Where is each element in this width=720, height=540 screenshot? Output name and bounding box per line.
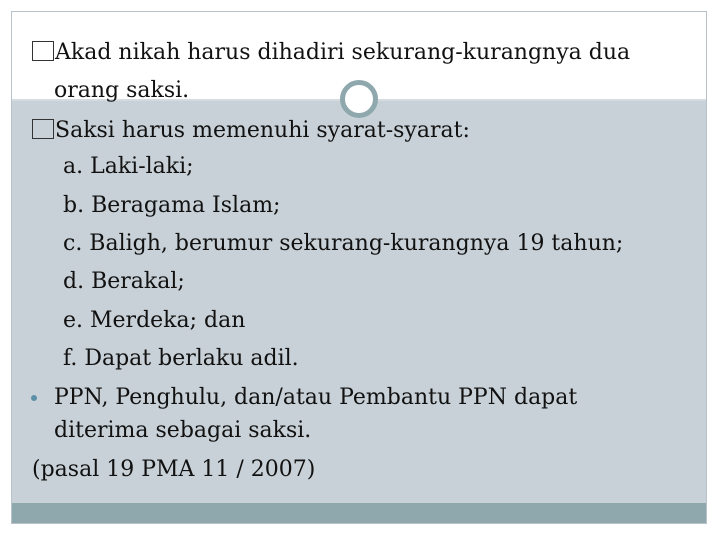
list-item-e: e. Merdeka; dan [63,308,246,333]
list-item-b: b. Beragama Islam; [63,193,281,218]
citation-text: (pasal 19 PMA 11 / 2007) [32,457,316,482]
missing-glyph-icon [32,41,54,61]
ring-ornament-icon [340,80,378,118]
text-saksi-syarat: Saksi harus memenuhi syarat-syarat: [55,118,470,143]
text-line-2: orang saksi. [54,78,190,103]
footer-band [12,503,706,523]
list-item-d: d. Berakal; [63,269,185,294]
list-item-f: f. Dapat berlaku adil. [63,346,299,371]
list-item-c: c. Baligh, berumur sekurang-kurangnya 19 tahun; [63,231,624,256]
bullet-dot-icon [31,395,37,401]
list-item-a: a. Laki-laki; [63,154,194,179]
text-akad-nikah: Akad nikah harus dihadiri sekurang-kurangnya dua [55,40,631,65]
missing-glyph-icon [32,119,54,139]
text-line-11: diterima sebagai saksi. [54,418,312,443]
text-line-10: PPN, Penghulu, dan/atau Pembantu PPN dapat [54,385,578,410]
text-line-3 [32,116,470,146]
text-line-1 [32,38,630,68]
